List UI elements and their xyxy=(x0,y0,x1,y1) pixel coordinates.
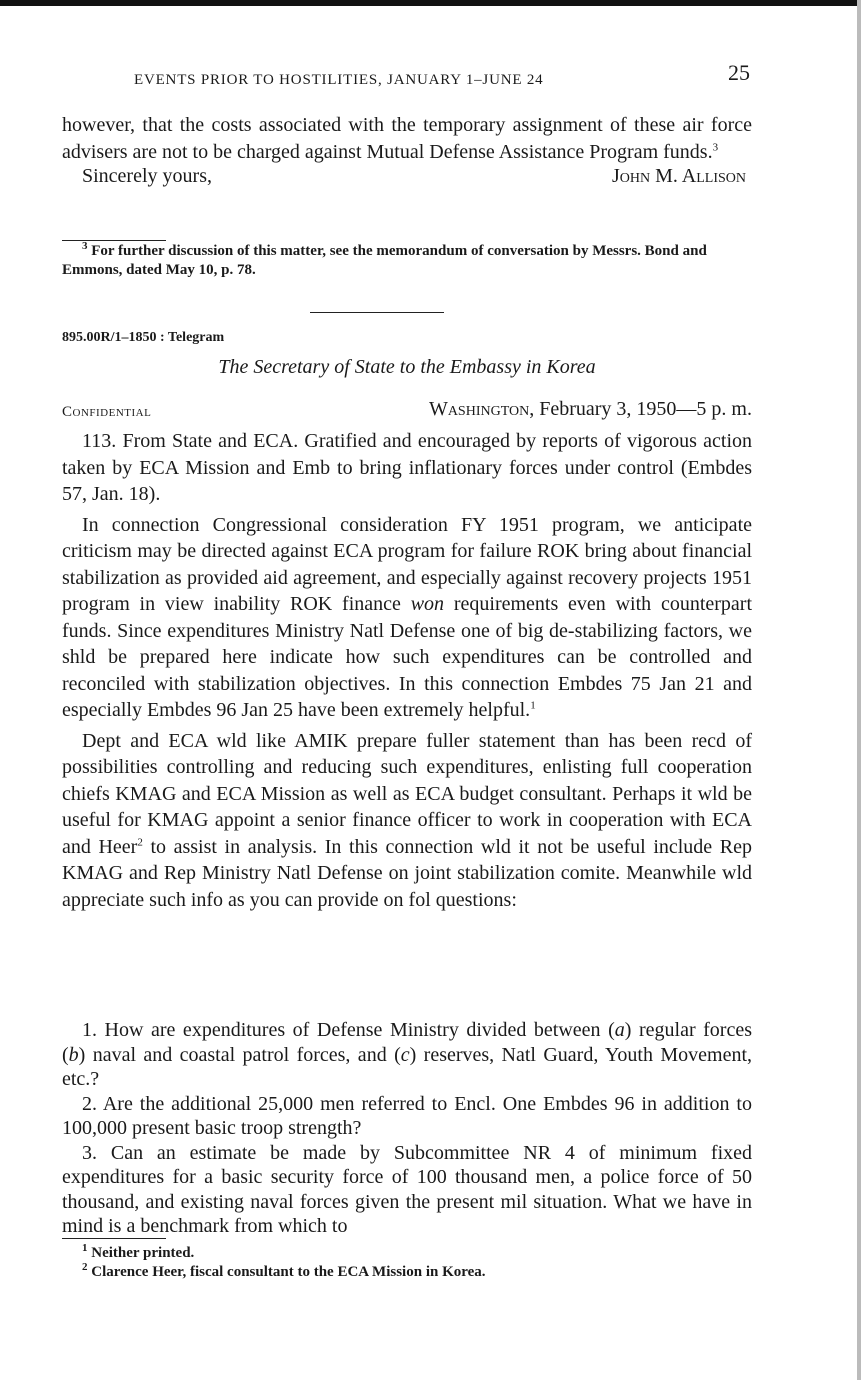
place-name: Washington xyxy=(428,398,530,420)
page-right-edge xyxy=(857,0,861,1380)
question-1-text-a: 1. How are expenditures of Defense Ministry divided between ( xyxy=(82,1019,615,1041)
footnote-rule xyxy=(62,1238,166,1239)
document-title: The Secretary of State to the Embassy in Korea xyxy=(218,356,596,378)
footnotes xyxy=(62,1244,752,1282)
file-reference: 895.00R/1–1850 : Telegram xyxy=(62,330,225,345)
paragraph-2-text-b: requirements even with counterpart funds. Since expenditures Ministry Natl Defense one of big de-stabilizing factors, we shld be prepared here indicate how such expenditures can be controlled and reconciled with stabilization objectives. In this connection Embdes 75 Jan 21 and especially Embdes 96 Jan 25 have been extremely helpful. xyxy=(62,593,753,721)
footnote-ref: 1 xyxy=(530,699,536,712)
item-letter-c: c xyxy=(400,1043,410,1066)
item-letter-b: b xyxy=(68,1043,79,1066)
paragraph-3-text-b: to assist in analysis. In this connection wld it not be useful include Rep KMAG and Rep Ministry Natl Defense on joint stabilization comite. Meanwhile wld appreciate such info as you can provide on fol questions: xyxy=(62,835,753,911)
paragraph-3-text-a: Dept and ECA wld like AMIK prepare fuller statement than has been recd of possibilities controlling and reducing such expenditures, enlisting full cooperation chiefs KMAG and ECA Mission as well as ECA budget consultant. Perhaps it wld be useful for KMAG appoint a senior finance officer to work in cooperation with ECA and Heer xyxy=(62,729,752,858)
complimentary-close: Sincerely yours, xyxy=(82,165,212,187)
paragraph-1: 113. From State and ECA. Gratified and encouraged by reports of vigorous action taken by ECA Mission and Emb to bring inflationary forces under control (Embdes 57, Jan. 18). xyxy=(62,430,752,505)
page-header xyxy=(62,60,752,90)
date-line xyxy=(429,398,752,421)
item-letter-a: a xyxy=(614,1019,625,1041)
question-1-text-c: ) naval and coastal patrol forces, and ( xyxy=(78,1043,401,1066)
classification-marking: Confidential xyxy=(62,404,152,420)
running-head: EVENTS PRIOR TO HOSTILITIES, JANUARY 1–JUNE 24 xyxy=(134,72,544,88)
footnote-marker: 1 xyxy=(82,1242,88,1254)
page-top-border xyxy=(0,0,861,6)
paragraph-3 xyxy=(62,728,752,914)
document-heading xyxy=(62,330,752,379)
question-1-text-b: ) regular forces ( xyxy=(62,1019,753,1066)
footnote-marker: 2 xyxy=(82,1261,88,1273)
footnote-rule xyxy=(62,240,166,241)
letter-closing-paragraph xyxy=(62,112,752,165)
question-1-text-d: ) reserves, Natl Guard, Youth Movement, etc.? xyxy=(62,1043,753,1090)
question-1 xyxy=(62,1018,752,1092)
question-2: 2. Are the additional 25,000 men referred to Encl. One Embdes 96 in addition to 100,000 present basic troop strength? xyxy=(62,1092,752,1139)
footnote-marker: 3 xyxy=(82,240,88,252)
footnote-body: Clarence Heer, fiscal consultant to the ECA Mission in Korea. xyxy=(91,1264,486,1280)
paragraph-2-text-a: In connection Congressional consideration FY 1951 program, we anticipate criticism may be directed against ECA program for failure ROK bring about financial stabilization as provided aid agreement, and especially against recovery projects 1951 program in view inability ROK finance xyxy=(62,513,752,615)
footnote-1 xyxy=(62,1244,752,1263)
question-list xyxy=(62,1018,752,1239)
footnote-body: For further discussion of this matter, see the memorandum of conversation by Messrs. Bond and Emmons, dated May 10, p. 78. xyxy=(62,243,707,278)
currency-word: won xyxy=(410,593,445,615)
page-number: 25 xyxy=(728,60,750,85)
section-divider xyxy=(310,312,444,313)
letter-footnote xyxy=(62,242,752,280)
footnote-ref: 3 xyxy=(712,140,719,153)
signature: John M. Allison xyxy=(611,165,746,187)
date-value: , February 3, 1950—5 p. m. xyxy=(529,398,752,420)
letter-closing-text: however, that the costs associated with the temporary assignment of these air force advisers are not to be charged against Mutual Defense Assistance Program funds. xyxy=(62,114,752,163)
dateline xyxy=(62,398,752,426)
letter-footnote-text xyxy=(62,242,752,280)
footnote-ref: 2 xyxy=(137,835,143,848)
footnote-2 xyxy=(62,1263,752,1282)
question-3: 3. Can an estimate be made by Subcommittee NR 4 of minimum fixed expenditures for a basic security force of 100 thousand men, a police force of 50 thousand, and existing naval forces given the present mil situation. What we have in mind is a benchmark from which to xyxy=(62,1141,752,1237)
letter-end-section xyxy=(62,112,752,193)
footnote-body: Neither printed. xyxy=(91,1245,195,1261)
telegram-body xyxy=(62,428,752,913)
closing-row xyxy=(62,165,752,193)
paragraph-2 xyxy=(62,512,752,724)
